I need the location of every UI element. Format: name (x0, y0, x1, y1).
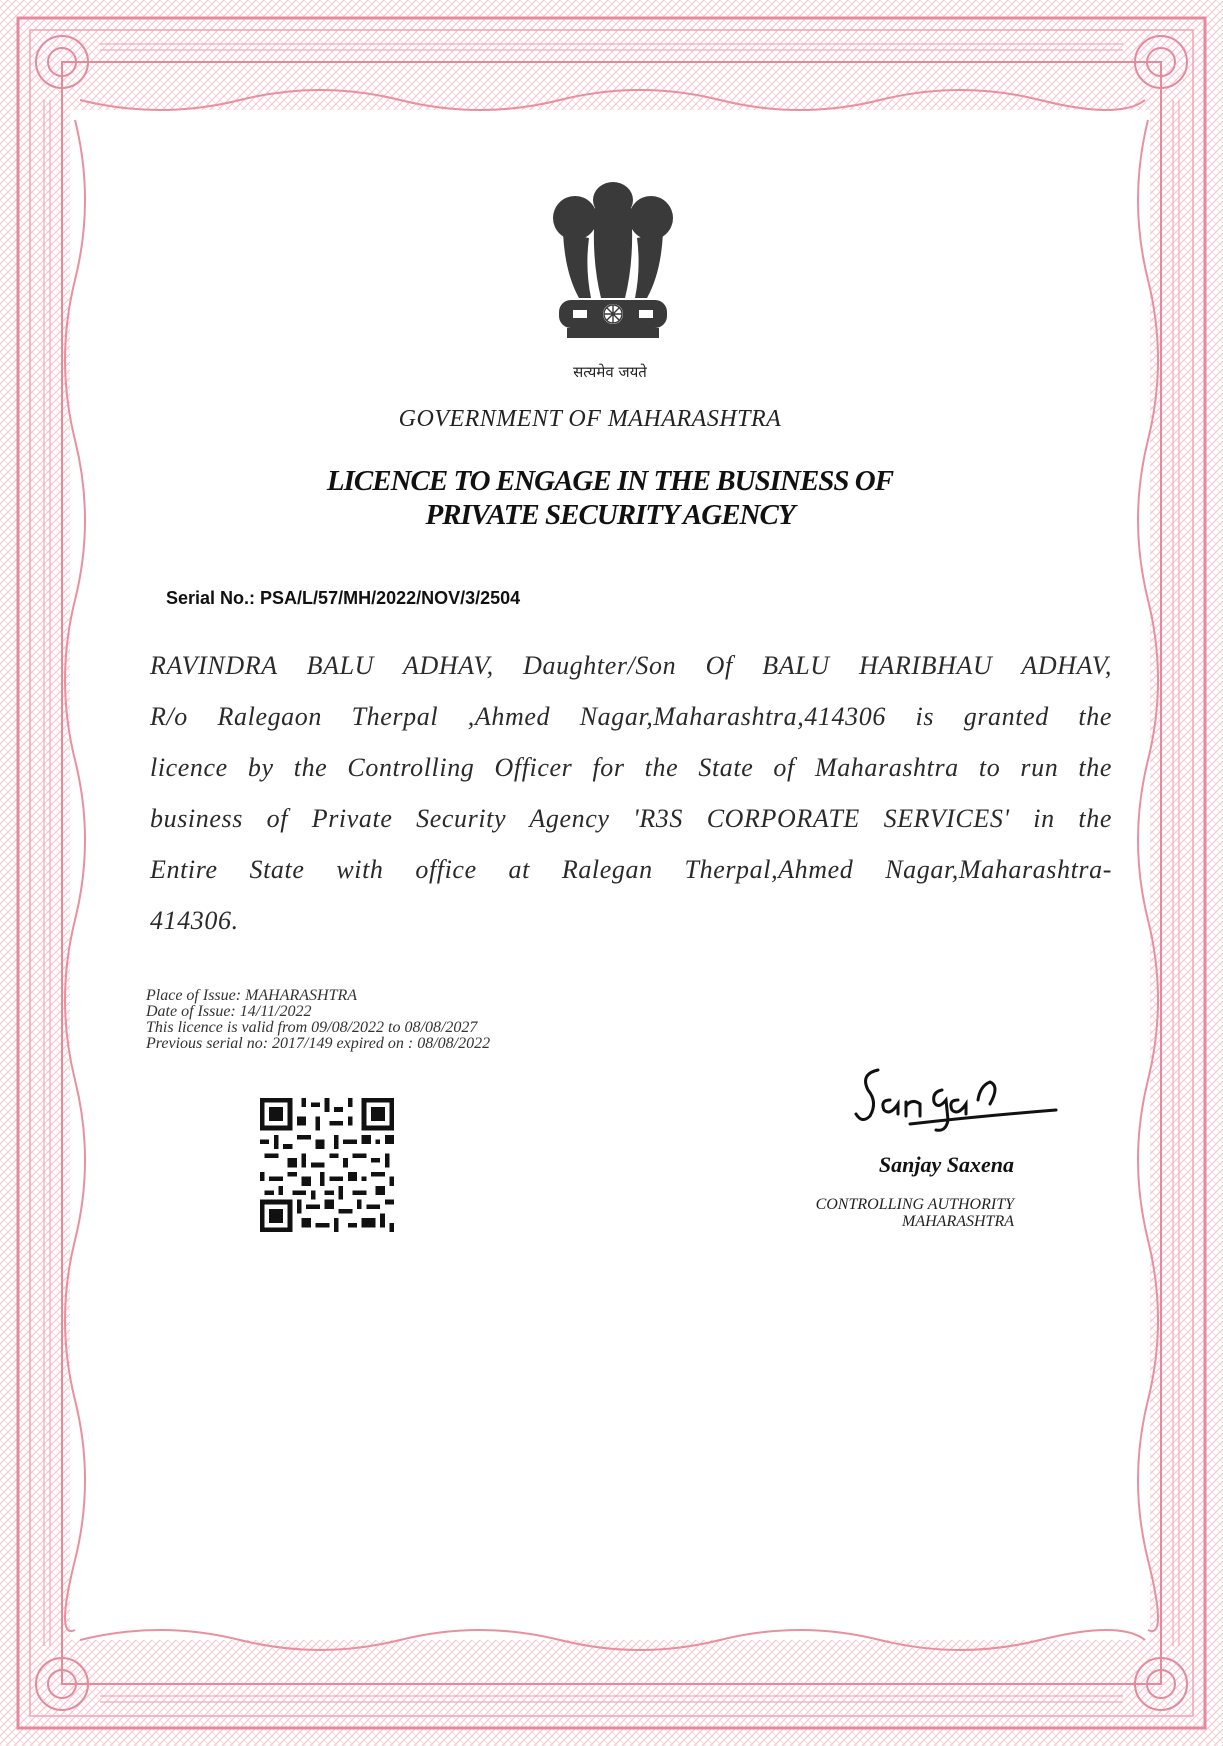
previous-serial: Previous serial no: 2017/149 expired on : 08/08/2022 (146, 1035, 491, 1052)
serial-value: PSA/L/57/MH/2022/NOV/3/2504 (260, 588, 521, 608)
licence-body (150, 640, 1112, 946)
body-line: Entire State with office at Ralegan Therpal,Ahmed Nagar,Maharashtra- (150, 855, 1112, 884)
date-of-issue: Date of Issue: 14/11/2022 (146, 1003, 312, 1020)
place-of-issue: Place of Issue: MAHARASHTRA (146, 987, 358, 1004)
signatory-name: Sanjay Saxena (878, 1152, 1014, 1177)
body-line: R/o Ralegaon Therpal ,Ahmed Nagar,Maharashtra,414306 is granted the (150, 702, 1112, 731)
issue-details (146, 988, 666, 1052)
body-line: licence by the Controlling Officer for the State of Maharashtra to run the (150, 753, 1112, 782)
government-heading: GOVERNMENT OF MAHARASHTRA (398, 406, 782, 432)
designation-line-2: MAHARASHTRA (902, 1213, 1014, 1230)
emblem-motto: सत्यमेव जयते (573, 363, 647, 381)
qr-code-icon (260, 1098, 394, 1232)
body-line: RAVINDRA BALU ADHAV, Daughter/Son Of BALU HARIBHAU ADHAV, (150, 651, 1112, 680)
national-emblem-icon (545, 178, 681, 348)
title-line-2: PRIVATE SECURITY AGENCY (425, 499, 795, 531)
validity-period: This licence is valid from 09/08/2022 to 08/08/2027 (146, 1019, 478, 1036)
title-line-1: LICENCE TO ENGAGE IN THE BUSINESS OF (326, 465, 894, 497)
serial-label: Serial No.: (166, 588, 256, 608)
designation-line-1: CONTROLLING AUTHORITY (815, 1196, 1014, 1213)
signatory-designation (700, 1196, 1014, 1230)
licence-title (230, 464, 990, 532)
body-line: 414306. (150, 906, 239, 935)
body-line: business of Private Security Agency 'R3S CORPORATE SERVICES' in the (150, 804, 1112, 833)
serial-number (166, 588, 866, 609)
signature-image (850, 1060, 1060, 1140)
